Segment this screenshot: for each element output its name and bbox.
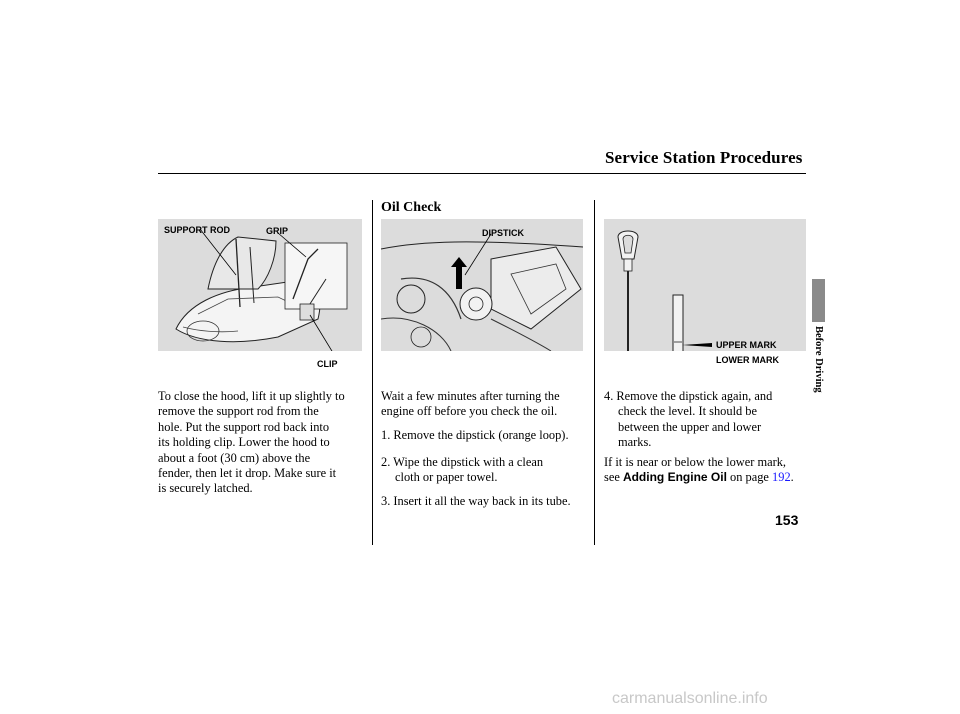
hood-illustration — [158, 219, 362, 351]
label-upper-mark: UPPER MARK — [716, 340, 777, 350]
engine-figure — [381, 219, 583, 351]
text-line: cloth or paper towel. — [395, 470, 498, 485]
page-number: 153 — [775, 512, 799, 528]
text-line: To close the hood, lift it up slightly to — [158, 389, 345, 403]
section-heading: Oil Check — [381, 200, 442, 215]
note-period: . — [790, 470, 794, 485]
text-line: fender, then let it drop. Make sure it — [158, 466, 337, 481]
label-clip: CLIP — [317, 359, 338, 369]
label-support-rod: SUPPORT ROD — [164, 225, 231, 235]
text-line: 4. Remove the dipstick again, and — [604, 389, 773, 403]
hood-figure — [158, 219, 362, 351]
step-3: 3. Insert it all the way back in its tube. — [381, 494, 571, 508]
label-grip: GRIP — [266, 226, 289, 236]
oil-check-intro — [381, 389, 560, 420]
low-oil-note — [604, 455, 794, 486]
text-line: If it is near or below the lower mark, — [604, 455, 787, 469]
step-2 — [381, 455, 543, 486]
text-line: its holding clip. Lower the hood to — [158, 435, 330, 450]
engine-illustration — [381, 219, 583, 351]
text-line: check the level. It should be — [618, 404, 758, 419]
column-divider-2 — [594, 200, 595, 545]
note-see: see — [604, 470, 620, 485]
text-line: is securely latched. — [158, 481, 253, 496]
step-1: 1. Remove the dipstick (orange loop). — [381, 428, 569, 442]
header-rule — [158, 173, 806, 174]
watermark: carmanualsonline.info — [612, 690, 768, 707]
text-line: hole. Put the support rod back into — [158, 419, 330, 434]
note-on-page: on page — [730, 470, 769, 485]
text-line: engine off before you check the oil. — [381, 404, 558, 419]
side-tab-text: Before Driving — [813, 326, 824, 393]
text-line: about a foot (30 cm) above the — [158, 450, 311, 465]
step-4 — [604, 389, 772, 451]
text-line: between the upper and lower — [618, 419, 762, 434]
section-tab-marker — [812, 279, 825, 322]
text-line: 2. Wipe the dipstick with a clean — [381, 455, 544, 469]
hood-instructions — [158, 389, 345, 497]
adding-engine-oil-ref: Adding Engine Oil — [622, 470, 727, 485]
label-lower-mark: LOWER MARK — [716, 355, 779, 365]
text-line: remove the support rod from the — [158, 404, 319, 419]
dipstick-illustration — [604, 219, 806, 351]
page-192-link[interactable]: 192 — [772, 470, 791, 485]
text-line — [604, 470, 794, 485]
dipstick-figure — [604, 219, 806, 351]
section-tab-label — [812, 326, 825, 398]
column-divider-1 — [372, 200, 373, 545]
page-title: Service Station Procedures — [605, 148, 803, 167]
text-line: Wait a few minutes after turning the — [381, 389, 560, 403]
text-line: marks. — [618, 435, 652, 450]
label-dipstick: DIPSTICK — [482, 228, 525, 238]
